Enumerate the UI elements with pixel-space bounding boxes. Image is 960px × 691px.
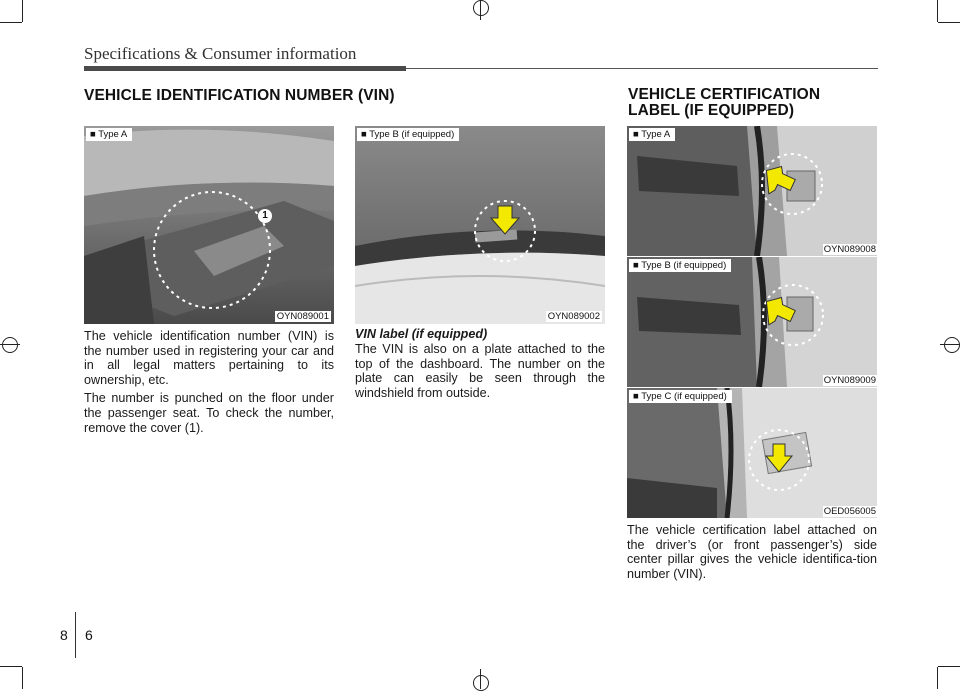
crop-mark <box>22 667 23 689</box>
photo-type-tag: ■ Type C (if equipped) <box>629 390 732 403</box>
vin-text-column-left <box>84 329 334 435</box>
photo-type-label: Type A <box>641 129 671 140</box>
crop-mark <box>938 22 960 23</box>
vin-label-subheading: VIN label (if equipped) <box>355 327 488 341</box>
crop-mark <box>0 666 22 667</box>
vin-paragraph: The number is punched on the floor under the passenger seat. To check the number, remove the cover (1). <box>84 391 334 435</box>
header-title: Specifications & Consumer information <box>84 44 357 63</box>
photo-code: OYN089009 <box>823 375 876 386</box>
chapter-number: 8 <box>60 627 68 643</box>
dashboard-illustration <box>355 126 605 324</box>
registration-circle <box>2 337 18 353</box>
crop-mark <box>0 22 22 23</box>
photo-type-tag: ■ Type A <box>629 128 675 141</box>
cert-photo-type-c <box>627 388 877 518</box>
page-number: 6 <box>85 627 93 643</box>
crop-mark <box>937 0 938 22</box>
photo-type-tag: ■ Type A <box>86 128 132 141</box>
registration-circle <box>944 337 960 353</box>
photo-type-label: Type A <box>98 129 128 140</box>
cert-text-column <box>627 523 877 581</box>
photo-type-tag: ■ Type B (if equipped) <box>629 259 731 272</box>
photo-type-label: Type C (if equipped) <box>641 391 727 402</box>
crop-mark <box>22 0 23 22</box>
cert-photo-type-a <box>627 126 877 256</box>
door-sill-illustration <box>627 388 877 518</box>
header-rule <box>406 68 878 69</box>
vin-text-column-right <box>355 327 605 400</box>
photo-type-label: Type B (if equipped) <box>641 260 727 271</box>
page-number-divider <box>75 612 76 658</box>
cert-title-line: VEHICLE CERTIFICATION <box>628 86 821 103</box>
vin-photo-type-b <box>355 126 605 324</box>
photo-code: OYN089001 <box>276 311 329 322</box>
seat-floor-illustration <box>84 126 334 324</box>
photo-code: OYN089008 <box>823 244 876 255</box>
crop-mark <box>937 667 938 689</box>
photo-type-label: Type B (if equipped) <box>369 129 455 140</box>
vin-photo-type-a <box>84 126 334 324</box>
crop-mark <box>938 666 960 667</box>
door-pillar-illustration <box>627 257 877 387</box>
door-pillar-illustration <box>627 126 877 256</box>
photo-code: OED056005 <box>823 506 876 517</box>
cert-paragraph: The vehicle certification label attached on the driver’s (or front passenger’s) side center pillar gives the vehicle identifica-tion number (VIN). <box>627 523 877 581</box>
callout-marker: 1 <box>258 209 272 223</box>
photo-type-tag: ■ Type B (if equipped) <box>357 128 459 141</box>
photo-code: OYN089002 <box>547 311 600 322</box>
vin-paragraph: The VIN is also on a plate attached to the top of the dashboard. The number on the plate can easily be seen through the windshield from outside. <box>355 342 605 400</box>
registration-circle <box>473 0 489 16</box>
vin-paragraph: The vehicle identification number (VIN) is the number used in registering your car and in all legal matters pertaining to its ownership, etc. <box>84 329 334 387</box>
cert-title-line: LABEL (IF EQUIPPED) <box>628 102 795 119</box>
cert-section-title <box>628 87 820 119</box>
vin-section-title: VEHICLE IDENTIFICATION NUMBER (VIN) <box>84 87 395 104</box>
cert-photo-type-b <box>627 257 877 387</box>
header-bar <box>84 66 406 71</box>
